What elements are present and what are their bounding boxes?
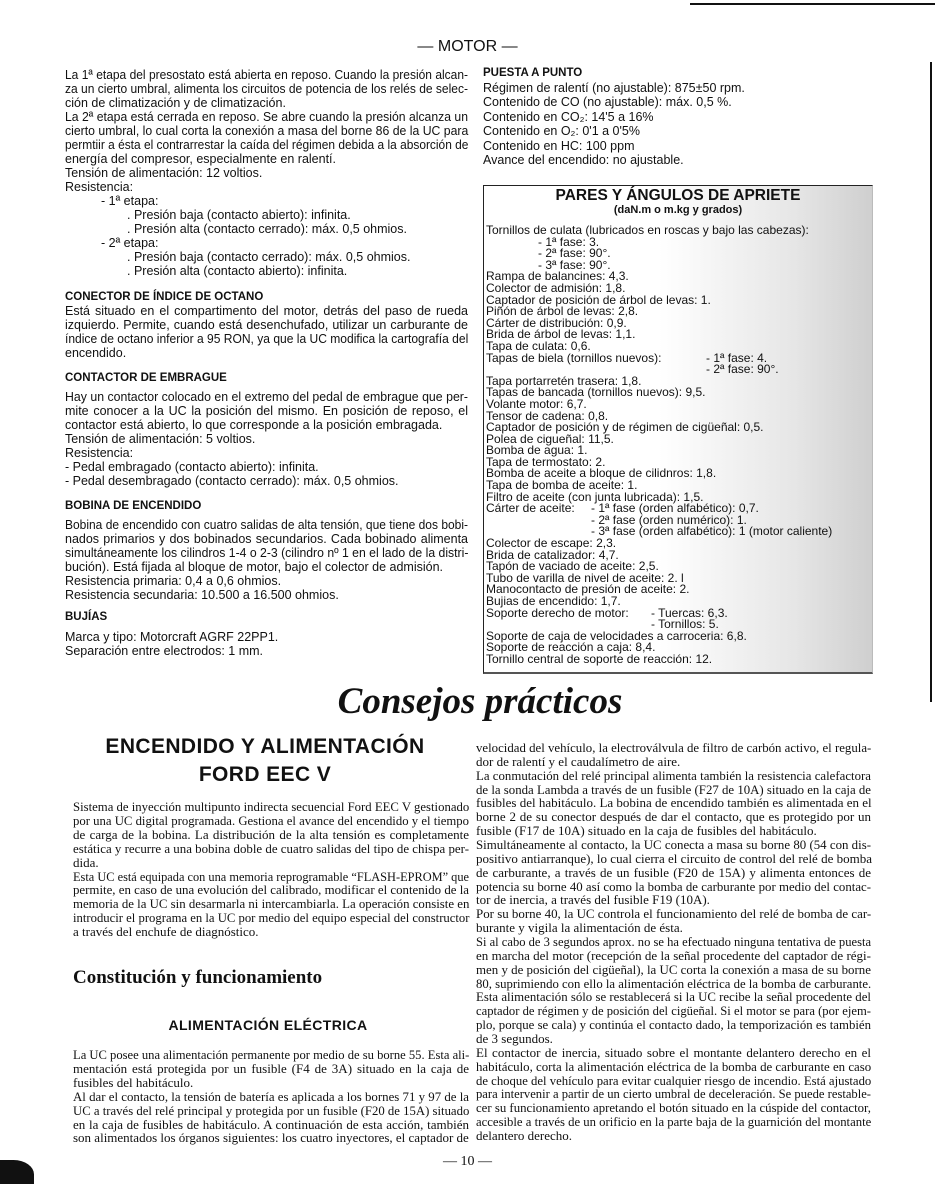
text-line: índice de octano inferior a 95 RON, ya que la UC modifica la cartografía del — [65, 332, 469, 346]
text-line: memoria de la UC sin desarmarla ni intercambiarla. La operación consiste en — [73, 896, 470, 912]
torque-label: Bomba de aceite a bloque de cilidnros: 1,8. — [486, 466, 717, 481]
section-title — [65, 733, 465, 789]
torque-step: - 2ª fase: 90°. — [706, 362, 779, 377]
text-line: plo, porque se cala) y continúa el contacto dado, la temporización es también — [476, 1017, 871, 1033]
text-line: Marca y tipo: Motorcraft AGRF 22PP1. — [65, 630, 279, 644]
torque-label: Tornillo central de soporte de reacción: 12. — [486, 651, 713, 666]
torque-label: Piñón de árbol de levas: 2,8. — [486, 304, 639, 319]
text-line: Contenido en CO₂: 14'5 a 16% — [483, 109, 654, 124]
torque-label: Tapa de termostato: 2. — [486, 454, 606, 469]
text-line: La 1ª etapa del presostato está abierta en reposo. Cuando la presión alcan- — [65, 68, 468, 82]
text-line: Resistencia: — [65, 446, 134, 460]
torque-label: Tensor de cadena: 0,8. — [486, 408, 609, 423]
text-line: dor de ralentí y el caudalímetro de aire. — [476, 753, 681, 769]
spark-plugs-section — [65, 610, 468, 658]
stage-1-item: . Presión alta (contacto cerrado): máx. 0,5 ohmios. — [127, 222, 407, 236]
clutch-contactor-section — [65, 371, 468, 488]
text-line: Por su borne 40, la UC controla el funcionamiento del relé de bomba de car- — [476, 906, 872, 922]
torque-label: Tubo de varilla de nivel de aceite: 2. l — [486, 570, 684, 585]
text-line: Contenido en O₂: 0'1 a 0'5% — [483, 124, 640, 139]
torque-step: - 1ª fase (orden alfabético): 0,7. — [591, 501, 759, 516]
section-title-line-1: ENCENDIDO Y ALIMENTACIÓN — [105, 735, 425, 758]
text-line: permite, en caso de una evolución del calibrado, modificar el contenido de la — [73, 882, 469, 898]
stage-1-label: - 1ª etapa: — [101, 194, 159, 208]
power-supply-text-left — [73, 1048, 469, 1145]
text-line: fusibles del habitáculo. — [73, 1074, 194, 1090]
text-line: velocidad del vehículo, la electroválvula de filtro de carbón activo, el regula- — [476, 740, 872, 755]
torque-step: - 2ª fase (orden numérico): 1. — [591, 512, 747, 527]
torque-label: Rampa de balancines: 4,3. — [486, 269, 629, 284]
torque-label: Tapón de vaciado de aceite: 2,5. — [486, 559, 659, 574]
text-line: accesible a través de un orificio en la parte baja de la guarnición del montante — [476, 1114, 872, 1130]
scan-edge-top-line — [690, 3, 935, 5]
torque-label: Bomba de agua: 1. — [486, 443, 588, 458]
text-line: fusibles del habitáculo. La bobina de encendido también es alimentada en el — [476, 795, 872, 811]
section-body — [65, 518, 468, 602]
torque-label: Volante motor: 6,7. — [486, 396, 587, 411]
torque-label: Tapa de bomba de aceite: 1. — [486, 478, 638, 493]
text-line: Bobina de encendido con cuatro salidas de alta tensión, que tiene dos bobi- — [65, 518, 468, 532]
torque-label: Colector de escape: 2,3. — [486, 536, 617, 551]
text-line: mite conocer a la UC la posición del mismo. En posición de reposo, el — [65, 404, 468, 418]
text-line: borne 2 de su conector después de dar el contacto, que es protegido por un — [476, 809, 871, 825]
text-line: a través del enchufe de diagnóstico. — [73, 924, 259, 940]
text-line: UC a través del relé principal y protegida por un fusible (F20 de 15A) situado — [73, 1102, 470, 1118]
text-line: captador de régimen y de posición del cigüeñal. Si el motor se para (por ejem- — [476, 1003, 871, 1019]
torque-step: - 1ª fase: 3. — [538, 234, 600, 249]
text-line: de 3 segundos. — [476, 1031, 553, 1047]
section-body — [65, 390, 468, 488]
text-line: de choque del vehículo para evitar cualquier riesgo de incendio. Está ajustado — [476, 1072, 872, 1088]
text-line: Resistencia primaria: 0,4 a 0,6 ohmios. — [65, 574, 282, 588]
text-line: burante y vigila la alimentación de ésta. — [476, 920, 683, 936]
section-heading: BOBINA DE ENCENDIDO — [65, 500, 202, 512]
stage-2-label: - 2ª etapa: — [101, 236, 159, 250]
text-line: Resistencia: — [65, 180, 134, 194]
torque-box-title: PARES Y ÁNGULOS DE APRIETE — [555, 187, 801, 204]
text-line: Tensión de alimentación: 5 voltios. — [65, 432, 256, 446]
torque-label: Bujias de encendido: 1,7. — [486, 594, 621, 608]
text-line: encendido. — [65, 346, 127, 360]
presostato-section — [65, 68, 468, 278]
text-line: - Pedal embragado (contacto abierto): infinita. — [65, 460, 319, 474]
torque-row — [486, 350, 870, 365]
text-line: son alimentados los órganos siguientes: los cuatro inyectores, el captador de — [73, 1130, 469, 1146]
torque-step: - 1ª fase: 4. — [706, 350, 768, 365]
section-heading: CONTACTOR DE EMBRAGUE — [65, 372, 227, 384]
torque-label: Brida de árbol de levas: 1,1. — [486, 327, 636, 342]
consejos-title: Consejos prácticos — [337, 681, 623, 722]
text-line: delantero derecho. — [476, 1128, 573, 1144]
torque-label: Tapas de bancada (tornillos nuevos): 9,5. — [486, 385, 706, 400]
torque-label: Captador de posición de árbol de levas: 1. — [486, 292, 711, 307]
torque-label: Filtro de aceite (con junta lubricada): 1,5. — [486, 489, 704, 504]
text-line: en la caja de fusibles de habitáculo. A continuación de esta acción, también — [73, 1116, 469, 1132]
text-line: potencia su borne 40 así como la bomba de carburante por medio del contac- — [476, 878, 871, 894]
subsubheading: ALIMENTACIÓN ELÉCTRICA — [168, 1017, 368, 1033]
text-line: Esta alimentación sólo se restablecerá si la UC recibe la señal procedente del — [476, 989, 871, 1005]
subheading: Constitución y funcionamiento — [73, 967, 323, 988]
torque-box-subtitle: (daN.m o m.kg y grados) — [613, 204, 743, 216]
text-line: 80, suprimiendo con ello la alimentación eléctrica de la bomba de carburante. — [476, 975, 872, 991]
text-line: positivo antiarranque), lo cual cierra el circuito de control del relé de bomba — [476, 850, 872, 866]
section-title-line-2: FORD EEC V — [198, 763, 332, 786]
text-line: dida. — [73, 854, 99, 870]
torque-row — [486, 651, 870, 666]
torque-label: Colector de admisión: 1,8. — [486, 280, 626, 295]
text-line: Esta UC está equipada con una memoria reprogramable “FLASH-EPROM” que — [73, 868, 469, 884]
text-line: Resistencia secundaria: 10.500 a 16.500 ohmios. — [65, 588, 339, 602]
text-line: Régimen de ralentí (no ajustable): 875±50 rpm. — [483, 81, 745, 95]
torque-label: Manocontacto de presión de aceite: 2. — [486, 582, 690, 597]
text-line: Sistema de inyección multipunto indirecta secuencial Ford EEC V gestionado — [73, 799, 470, 814]
text-line: Simultáneamente al contacto, la UC conecta a masa su borne 80 (54 con dis- — [476, 837, 871, 853]
text-line: de carga de la bobina. La distribución de la alta tensión es completamente — [73, 826, 469, 842]
section-heading: CONECTOR DE ÍNDICE DE OCTANO — [65, 291, 264, 303]
text-line: cierto umbral, lo cual corta la conexión a masa del borne 86 de la UC para — [65, 124, 469, 138]
torque-step: - 3ª fase (orden alfabético): 1 (motor caliente) — [591, 524, 833, 539]
torque-label: Cárter de distribución: 0,9. — [486, 315, 627, 330]
text-line: Contenido de CO (no ajustable): máx. 0,5 %. — [483, 95, 732, 110]
torque-label: Cárter de aceite: — [486, 501, 575, 516]
text-line: El contactor de inercia, situado sobre el montante delantero derecho en el — [476, 1044, 871, 1060]
text-line: contactor está abierto, lo que corresponde a la posición embragada. — [65, 418, 443, 432]
text-line: Avance del encendido: no ajustable. — [483, 153, 684, 168]
section-body — [65, 630, 468, 658]
torque-step: - 3ª fase: 90°. — [538, 257, 611, 272]
torque-step: - Tuercas: 6,3. — [651, 605, 728, 620]
text-line: para intervenir a partir de un cierto umbral de deceleración. Se puede restable- — [476, 1086, 871, 1102]
torque-list — [486, 225, 870, 666]
torque-label: Captador de posición y de régimen de cigüeñal: 0,5. — [486, 420, 764, 435]
text-line: Tensión de alimentación: 12 voltios. — [65, 166, 263, 180]
torque-label: Tapas de biela (tornillos nuevos): — [486, 350, 662, 365]
stage-2-item: . Presión baja (contacto cerrado): máx. 0,5 ohmios. — [127, 250, 411, 264]
text-line: izquierdo. Permite, cuando está desenchufado, utilizar un carburante de — [65, 318, 468, 332]
text-line: estática y recurre a una bobina doble de cuatro salidas del tipo de chispa per- — [73, 840, 469, 856]
text-line: en marcha del motor (recepción de la señal procedente del captador de régi- — [476, 947, 871, 963]
ignition-coil-section — [65, 499, 468, 602]
text-line: La 2ª etapa está cerrada en reposo. Se abre cuando la presión alcanza un — [65, 110, 468, 124]
text-line: cer su funcionamiento apretando el botón situado en la cúspide del contactor, — [476, 1100, 871, 1116]
text-line: energía del compresor, especialmente en ralentí. — [65, 152, 336, 166]
stage-2-item: . Presión alta (contacto abierto): infinita. — [127, 264, 348, 278]
text-line: simultáneamente los cilindros 1-4 o 2-3 (cilindro nº 1 en el lado de la distri- — [65, 546, 469, 560]
scan-edge-right-line — [930, 62, 932, 702]
text-line: bución). Está fijada al bloque de motor, bajo el colector de admisión. — [65, 560, 444, 574]
text-line: - Pedal desembragado (contacto cerrado): máx. 0,5 ohmios. — [65, 474, 399, 488]
text-line: La UC posee una alimentación permanente por medio de su borne 55. Esta ali- — [73, 1047, 470, 1062]
text-line: za un cierto umbral, alimenta los circuitos de potencia de los relés de selec- — [65, 82, 468, 96]
text-line: Si al cabo de 3 segundos aprox. no se ha efectuado ninguna tentativa de puesta — [476, 934, 872, 950]
torque-label: Brida de catalizador: 4,7. — [486, 547, 619, 562]
torque-step: - Tornillos: 5. — [651, 617, 719, 632]
section-heading: PUESTA A PUNTO — [483, 67, 583, 79]
section-heading: BUJÍAS — [65, 611, 108, 623]
text-line: introducir el programa en la UC por medio del equipo especial del constructor — [73, 910, 470, 926]
torque-label: Soporte de caja de velocidades a carroceria: 6,8. — [486, 628, 747, 643]
text-line: Contenido en HC: 100 ppm — [483, 138, 635, 153]
power-supply-text-right — [476, 741, 871, 1143]
text-line: La conmutación del relé principal alimenta también la resistencia calefactora — [476, 767, 871, 783]
torque-label: Soporte de reacción a caja: 8,4. — [486, 640, 656, 655]
text-line: ción de climatización y de climatización. — [65, 96, 286, 110]
text-line: habitáculo, corta la alimentación eléctrica de la bomba de carburante en caso — [476, 1058, 872, 1074]
presostato-text — [65, 68, 468, 194]
text-line: Hay un contactor colocado en el extremo del pedal de embrague que per- — [65, 390, 468, 404]
torque-label: Tornillos de culata (lubricados en roscas y bajo las cabezas): — [486, 223, 809, 237]
intro-text — [73, 800, 469, 939]
section-body — [65, 304, 468, 360]
tune-up-specs — [483, 81, 872, 167]
text-line: tor de inercia, a través del fusible F19 (10A). — [476, 892, 710, 908]
text-line: de carburante, a través de un fusible (F20 de 15A) y alimenta entonces de — [476, 864, 871, 880]
text-line: nados primarios y dos bobinados secundarios. Cada bobinado alimenta — [65, 532, 468, 546]
torque-label: Soporte derecho de motor: — [486, 605, 629, 620]
text-line: por una UC digital programada. Gestiona el avance del encendido y el tiempo — [73, 812, 469, 828]
torque-label: Polea de cigueñal: 11,5. — [486, 431, 614, 446]
text-line: fusible (F17 de 10A) situado en la caja de fusibles del habitáculo. — [476, 823, 817, 839]
torque-label: Tapa portarretén trasera: 1,8. — [486, 373, 642, 388]
tune-up-section — [483, 66, 872, 167]
torque-specs-box — [483, 185, 873, 674]
torque-label: Tapa de culata: 0,6. — [486, 338, 591, 353]
torque-step: - 2ª fase: 90°. — [538, 246, 611, 261]
page-header: — MOTOR — — [417, 38, 518, 55]
page-number: — 10 — — [443, 1154, 492, 1169]
text-line: mentación está protegida por un fusible (F4 de 3A) situado en la caja de — [73, 1060, 469, 1076]
stage-1-item: . Presión baja (contacto abierto): infinita. — [127, 208, 351, 222]
octane-connector-section — [65, 290, 468, 360]
text-line: permtiir a ésta el contrarrestar la caída del régimen debida a la absorción de — [65, 138, 469, 152]
text-line: de la sonda Lambda a través de un fusible (F27 de 10A) situado en la caja de — [476, 781, 871, 797]
text-line: Separación entre electrodos: 1 mm. — [65, 644, 264, 658]
text-line: Está situado en el compartimento del motor, detrás del paso de rueda — [65, 304, 468, 318]
text-line: Al dar el contacto, la tensión de batería es aplicada a los bornes 71 y 97 de la — [73, 1088, 469, 1104]
text-line: men y de posición del cigüeñal), la UC corta la conexión a masa de su borne — [476, 961, 871, 977]
